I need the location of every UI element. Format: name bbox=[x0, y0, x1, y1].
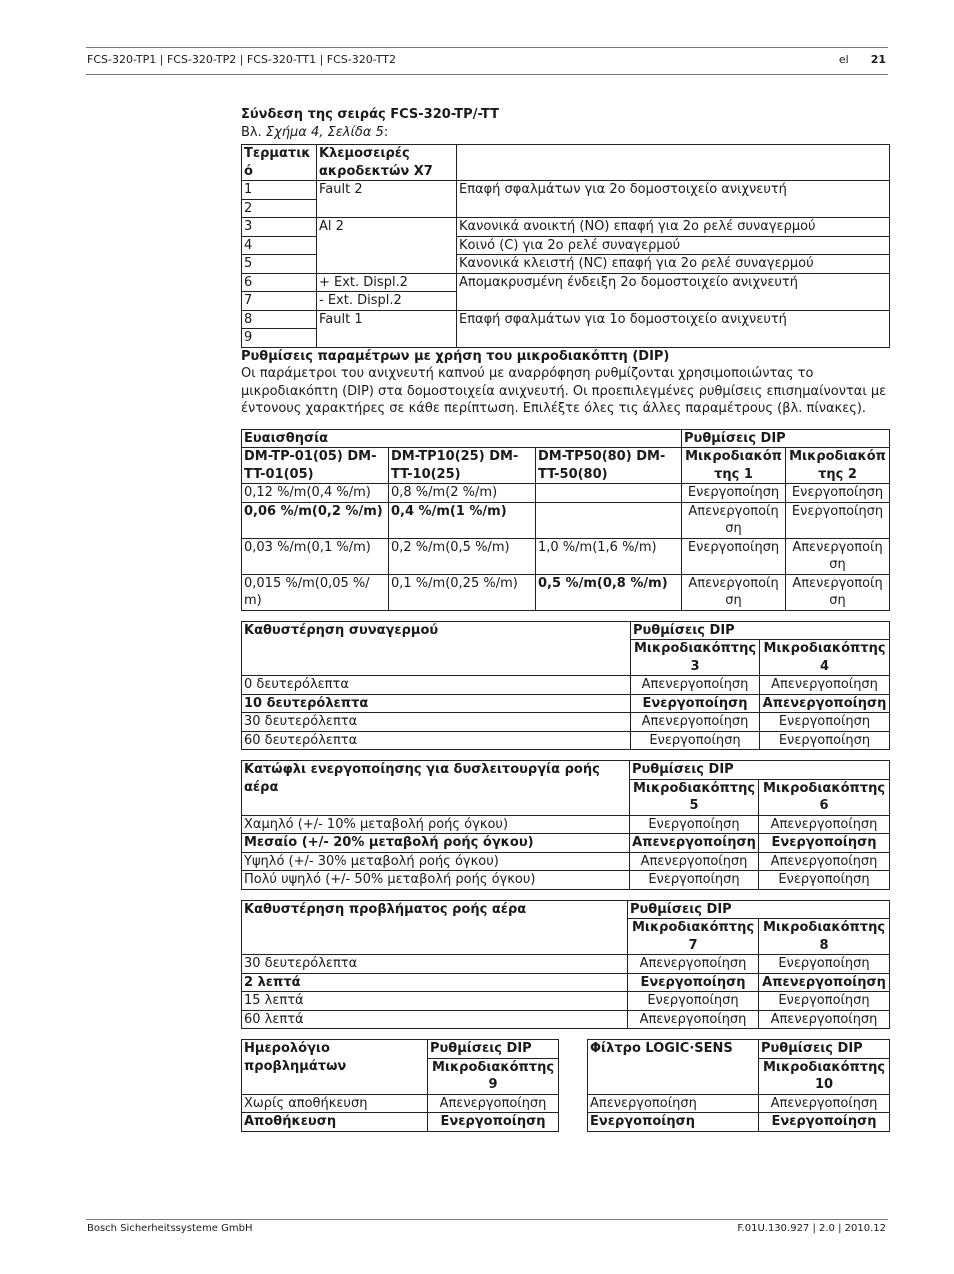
table-row bbox=[242, 713, 890, 732]
table-cell: 4 bbox=[242, 236, 317, 255]
col-header-empty bbox=[457, 145, 890, 181]
footer-doc-id: F.01U.130.927 | 2.0 | 2010.12 bbox=[737, 1223, 886, 1234]
page-header bbox=[86, 47, 888, 75]
table-cell: Κοινό (C) για 2ο ρελέ συναγερμού bbox=[457, 236, 890, 255]
table-cell: Απενεργοποίη ση bbox=[786, 574, 890, 610]
table-cell: 60 λεπτά bbox=[242, 1010, 628, 1029]
table-cell: Αποθήκευση bbox=[242, 1113, 428, 1132]
col-header-switch-2: Μικροδιακόπ της 2 bbox=[786, 448, 890, 484]
dip-settings-header: Ρυθμίσεις DIP bbox=[428, 1040, 559, 1059]
table-row bbox=[242, 834, 890, 853]
header-lang-page bbox=[839, 48, 886, 72]
table-cell: Ενεργοποίηση bbox=[786, 484, 890, 503]
table-cell: 1 bbox=[242, 181, 317, 200]
dip-settings-header: Ρυθμίσεις DIP bbox=[759, 1040, 890, 1059]
table-cell: 0 δευτερόλεπτα bbox=[242, 676, 631, 695]
table-cell: Απενεργοποίηση bbox=[428, 1094, 559, 1113]
terminal-table bbox=[241, 144, 890, 348]
table-cell: 7 bbox=[242, 292, 317, 311]
table-cell: Ενεργοποίηση bbox=[760, 731, 890, 750]
table-cell: Ενεργοποίηση bbox=[759, 955, 890, 974]
table-row bbox=[242, 538, 890, 574]
table-row bbox=[242, 574, 890, 610]
table-cell: 9 bbox=[242, 329, 317, 348]
table-row bbox=[242, 181, 890, 200]
table-cell: 0,06 %/m(0,2 %/m) bbox=[242, 502, 389, 538]
table-cell: 2 bbox=[242, 199, 317, 218]
col-header-switch-7: Μικροδιακόπτης 7 bbox=[628, 919, 759, 955]
table-cell: 30 δευτερόλεπτα bbox=[242, 713, 631, 732]
table-cell: Ενεργοποίηση bbox=[759, 871, 890, 890]
table-cell: Απομακρυσμένη ένδειξη 2ο δομοστοιχείο ανιχνευτή bbox=[457, 273, 890, 310]
table-cell: Χαμηλό (+/- 10% μεταβολή ροής όγκου) bbox=[242, 815, 630, 834]
table-cell: Απενεργοποίηση bbox=[759, 973, 890, 992]
table-header-row bbox=[242, 621, 890, 640]
table-header-row bbox=[242, 145, 890, 181]
table-cell: Κανονικά ανοικτή (NO) επαφή για 2ο ρελέ συναγερμού bbox=[457, 218, 890, 237]
table-cell: 1,0 %/m(1,6 %/m) bbox=[536, 538, 682, 574]
table-cell: 0,5 %/m(0,8 %/m) bbox=[536, 574, 682, 610]
table-cell: Ενεργοποίηση bbox=[786, 502, 890, 538]
table-cell: Ενεργοποίηση bbox=[628, 973, 759, 992]
col-header-model-50: DM-TP50(80) DM-TT-50(80) bbox=[536, 448, 682, 484]
table-cell: Χωρίς αποθήκευση bbox=[242, 1094, 428, 1113]
table-cell: Ενεργοποίηση bbox=[628, 992, 759, 1011]
table-cell: Κανονικά κλειστή (NC) επαφή για 2ο ρελέ συναγερμού bbox=[457, 255, 890, 274]
table-row bbox=[242, 955, 890, 974]
col-header-switch-10: Μικροδιακόπτης 10 bbox=[759, 1058, 890, 1094]
ref-suffix: : bbox=[383, 124, 389, 140]
table-row bbox=[242, 871, 890, 890]
dip-settings-header: Ρυθμίσεις DIP bbox=[628, 900, 890, 919]
ref-link[interactable]: Σχήμα 4, Σελίδα 5 bbox=[265, 124, 384, 140]
table-cell: Απενεργοποίηση bbox=[630, 852, 759, 871]
table-row bbox=[242, 1010, 890, 1029]
ref-prefix: Βλ. bbox=[241, 124, 266, 140]
table-cell: 0,4 %/m(1 %/m) bbox=[389, 502, 536, 538]
page-number: 21 bbox=[870, 53, 886, 66]
table-cell: Fault 2 bbox=[317, 181, 457, 218]
table-cell: Ενεργοποίηση bbox=[759, 992, 890, 1011]
table-row bbox=[242, 676, 890, 695]
table-row bbox=[242, 992, 890, 1011]
col-header-terminal: Τερματικ ό bbox=[242, 145, 317, 181]
airflow-threshold-title: Κατώφλι ενεργοποίησης για δυσλειτουργία ροής αέρα bbox=[242, 761, 630, 816]
section-title-dip: Ρυθμίσεις παραμέτρων με χρήση του μικροδιακόπτη (DIP) bbox=[241, 348, 670, 364]
table-row bbox=[242, 694, 890, 713]
table-row bbox=[242, 218, 890, 237]
table-cell: Απενεργοποίηση bbox=[760, 694, 890, 713]
table-header-row bbox=[242, 448, 890, 484]
col-header-switch-8: Μικροδιακόπτης 8 bbox=[759, 919, 890, 955]
table-cell: 8 bbox=[242, 310, 317, 329]
table-cell: 10 δευτερόλεπτα bbox=[242, 694, 631, 713]
col-header-switch-4: Μικροδιακόπτης 4 bbox=[760, 640, 890, 676]
airflow-delay-title: Καθυστέρηση προβλήματος ροής αέρα bbox=[242, 900, 628, 955]
table-cell: + Ext. Displ.2 bbox=[317, 273, 457, 292]
table-cell: Απενεργοποίηση bbox=[759, 852, 890, 871]
log-filter-table bbox=[241, 1039, 890, 1132]
table-cell: Πολύ υψηλό (+/- 50% μεταβολή ροής όγκου) bbox=[242, 871, 630, 890]
table-cell: 15 λεπτά bbox=[242, 992, 628, 1011]
table-cell: Απενεργοποίηση bbox=[759, 1094, 890, 1113]
table-cell: Υψηλό (+/- 30% μεταβολή ροής όγκου) bbox=[242, 852, 630, 871]
header-lang: el bbox=[838, 53, 849, 66]
table-cell: Μεσαίο (+/- 20% μεταβολή ροής όγκου) bbox=[242, 834, 630, 853]
table-cell: Ενεργοποίηση bbox=[682, 484, 786, 503]
col-header-block: Κλεμοσειρές ακροδεκτών X7 bbox=[317, 145, 457, 181]
table-cell: Απενεργοποίη ση bbox=[682, 502, 786, 538]
table-cell bbox=[536, 484, 682, 503]
table-cell: 0,2 %/m(0,5 %/m) bbox=[389, 538, 536, 574]
table-cell: 0,015 %/m(0,05 %/ m) bbox=[242, 574, 389, 610]
logic-sens-title: Φίλτρο LOGIC·SENS bbox=[588, 1040, 759, 1095]
sensitivity-table bbox=[241, 429, 890, 611]
table-cell: Απενεργοποίηση bbox=[588, 1094, 759, 1113]
table-cell: - Ext. Displ.2 bbox=[317, 292, 457, 311]
table-cell: Ενεργοποίηση bbox=[759, 1113, 890, 1132]
table-cell: Ενεργοποίηση bbox=[588, 1113, 759, 1132]
table-cell: Απενεργοποίηση bbox=[631, 713, 760, 732]
table-cell: 0,8 %/m(2 %/m) bbox=[389, 484, 536, 503]
table-cell: 0,12 %/m(0,4 %/m) bbox=[242, 484, 389, 503]
table-header-row bbox=[242, 1040, 890, 1059]
airflow-delay-table bbox=[241, 900, 890, 1030]
table-cell: 30 δευτερόλεπτα bbox=[242, 955, 628, 974]
table-row bbox=[242, 815, 890, 834]
table-header-row bbox=[242, 761, 890, 780]
col-header-model-10: DM-TP10(25) DM-TT-10(25) bbox=[389, 448, 536, 484]
table-row bbox=[242, 273, 890, 292]
table-cell: Ενεργοποίηση bbox=[631, 694, 760, 713]
table-row bbox=[242, 484, 890, 503]
dip-settings-header: Ρυθμίσεις DIP bbox=[631, 621, 890, 640]
table-row bbox=[242, 502, 890, 538]
table-cell: Απενεργοποίηση bbox=[760, 676, 890, 695]
table-cell: Επαφή σφαλμάτων για 1ο δομοστοιχείο ανιχνευτή bbox=[457, 310, 890, 347]
table-cell: Fault 1 bbox=[317, 310, 457, 347]
table-row bbox=[242, 852, 890, 871]
table-header-row bbox=[242, 900, 890, 919]
page-content bbox=[241, 106, 890, 1132]
footer-company: Bosch Sicherheitssysteme GmbH bbox=[87, 1223, 253, 1234]
alarm-delay-table bbox=[241, 621, 890, 751]
table-row bbox=[242, 973, 890, 992]
table-cell: Ενεργοποίηση bbox=[760, 713, 890, 732]
table-cell: Απενεργοποίηση bbox=[630, 834, 759, 853]
spacer-cell bbox=[559, 1040, 588, 1132]
table-cell: Απενεργοποίηση bbox=[628, 1010, 759, 1029]
table-cell: Απενεργοποίη ση bbox=[682, 574, 786, 610]
table-cell: 3 bbox=[242, 218, 317, 237]
table-cell: 6 bbox=[242, 273, 317, 292]
col-header-switch-9: Μικροδιακόπτης 9 bbox=[428, 1058, 559, 1094]
table-cell: Απενεργοποίη ση bbox=[786, 538, 890, 574]
sensitivity-title: Ευαισθησία bbox=[242, 429, 682, 448]
col-header-switch-1: Μικροδιακόπ της 1 bbox=[682, 448, 786, 484]
col-header-model-01: DM-TP-01(05) DM-TT-01(05) bbox=[242, 448, 389, 484]
col-header-switch-5: Μικροδιακόπτης 5 bbox=[630, 779, 759, 815]
dip-settings-header: Ρυθμίσεις DIP bbox=[630, 761, 890, 780]
table-cell: Ενεργοποίηση bbox=[428, 1113, 559, 1132]
table-cell: 2 λεπτά bbox=[242, 973, 628, 992]
page-footer bbox=[86, 1219, 888, 1238]
table-cell: Επαφή σφαλμάτων για 2ο δομοστοιχείο ανιχνευτή bbox=[457, 181, 890, 218]
header-models: FCS-320-TP1 | FCS-320-TP2 | FCS-320-TT1 | FCS-320-TT2 bbox=[87, 53, 396, 66]
table-header-row bbox=[242, 429, 890, 448]
col-header-switch-6: Μικροδιακόπτης 6 bbox=[759, 779, 890, 815]
figure-reference bbox=[241, 124, 890, 142]
trouble-log-title: Ημερολόγιο προβλημάτων bbox=[242, 1040, 428, 1095]
alarm-delay-title: Καθυστέρηση συναγερμού bbox=[242, 621, 631, 676]
table-cell: Ενεργοποίηση bbox=[759, 834, 890, 853]
airflow-threshold-table bbox=[241, 760, 890, 890]
table-cell: 5 bbox=[242, 255, 317, 274]
table-cell: Απενεργοποίηση bbox=[628, 955, 759, 974]
section-title-connection: Σύνδεση της σειράς FCS-320-TP/-TT bbox=[241, 107, 499, 122]
table-cell: 0,03 %/m(0,1 %/m) bbox=[242, 538, 389, 574]
table-cell: Απενεργοποίηση bbox=[759, 815, 890, 834]
col-header-switch-3: Μικροδιακόπτης 3 bbox=[631, 640, 760, 676]
table-cell: Al 2 bbox=[317, 218, 457, 274]
table-cell: Απενεργοποίηση bbox=[759, 1010, 890, 1029]
section-body-dip: Οι παράμετροι του ανιχνευτή καπνού με αναρρόφηση ρυθμίζονται χρησιμοποιώντας το μικροδιακόπτη (DIP) στα δομοστοιχεία ανιχνευτή. Οι προεπιλεγμένες ρυθμίσεις επισημαίνονται με έντονους χαρακτήρες σε κάθε περίπτωση. Επιλέξτε όλες τις άλλες παραμέτρους (βλ. πίνακες). bbox=[241, 366, 887, 416]
table-cell: 0,1 %/m(0,25 %/m) bbox=[389, 574, 536, 610]
table-cell: Ενεργοποίηση bbox=[630, 871, 759, 890]
table-cell: Ενεργοποίηση bbox=[630, 815, 759, 834]
table-cell bbox=[536, 502, 682, 538]
table-cell: Απενεργοποίηση bbox=[631, 676, 760, 695]
table-cell: 60 δευτερόλεπτα bbox=[242, 731, 631, 750]
table-row bbox=[242, 731, 890, 750]
table-cell: Ενεργοποίηση bbox=[631, 731, 760, 750]
dip-settings-header: Ρυθμίσεις DIP bbox=[682, 429, 890, 448]
table-cell: Ενεργοποίηση bbox=[682, 538, 786, 574]
table-row bbox=[242, 310, 890, 329]
